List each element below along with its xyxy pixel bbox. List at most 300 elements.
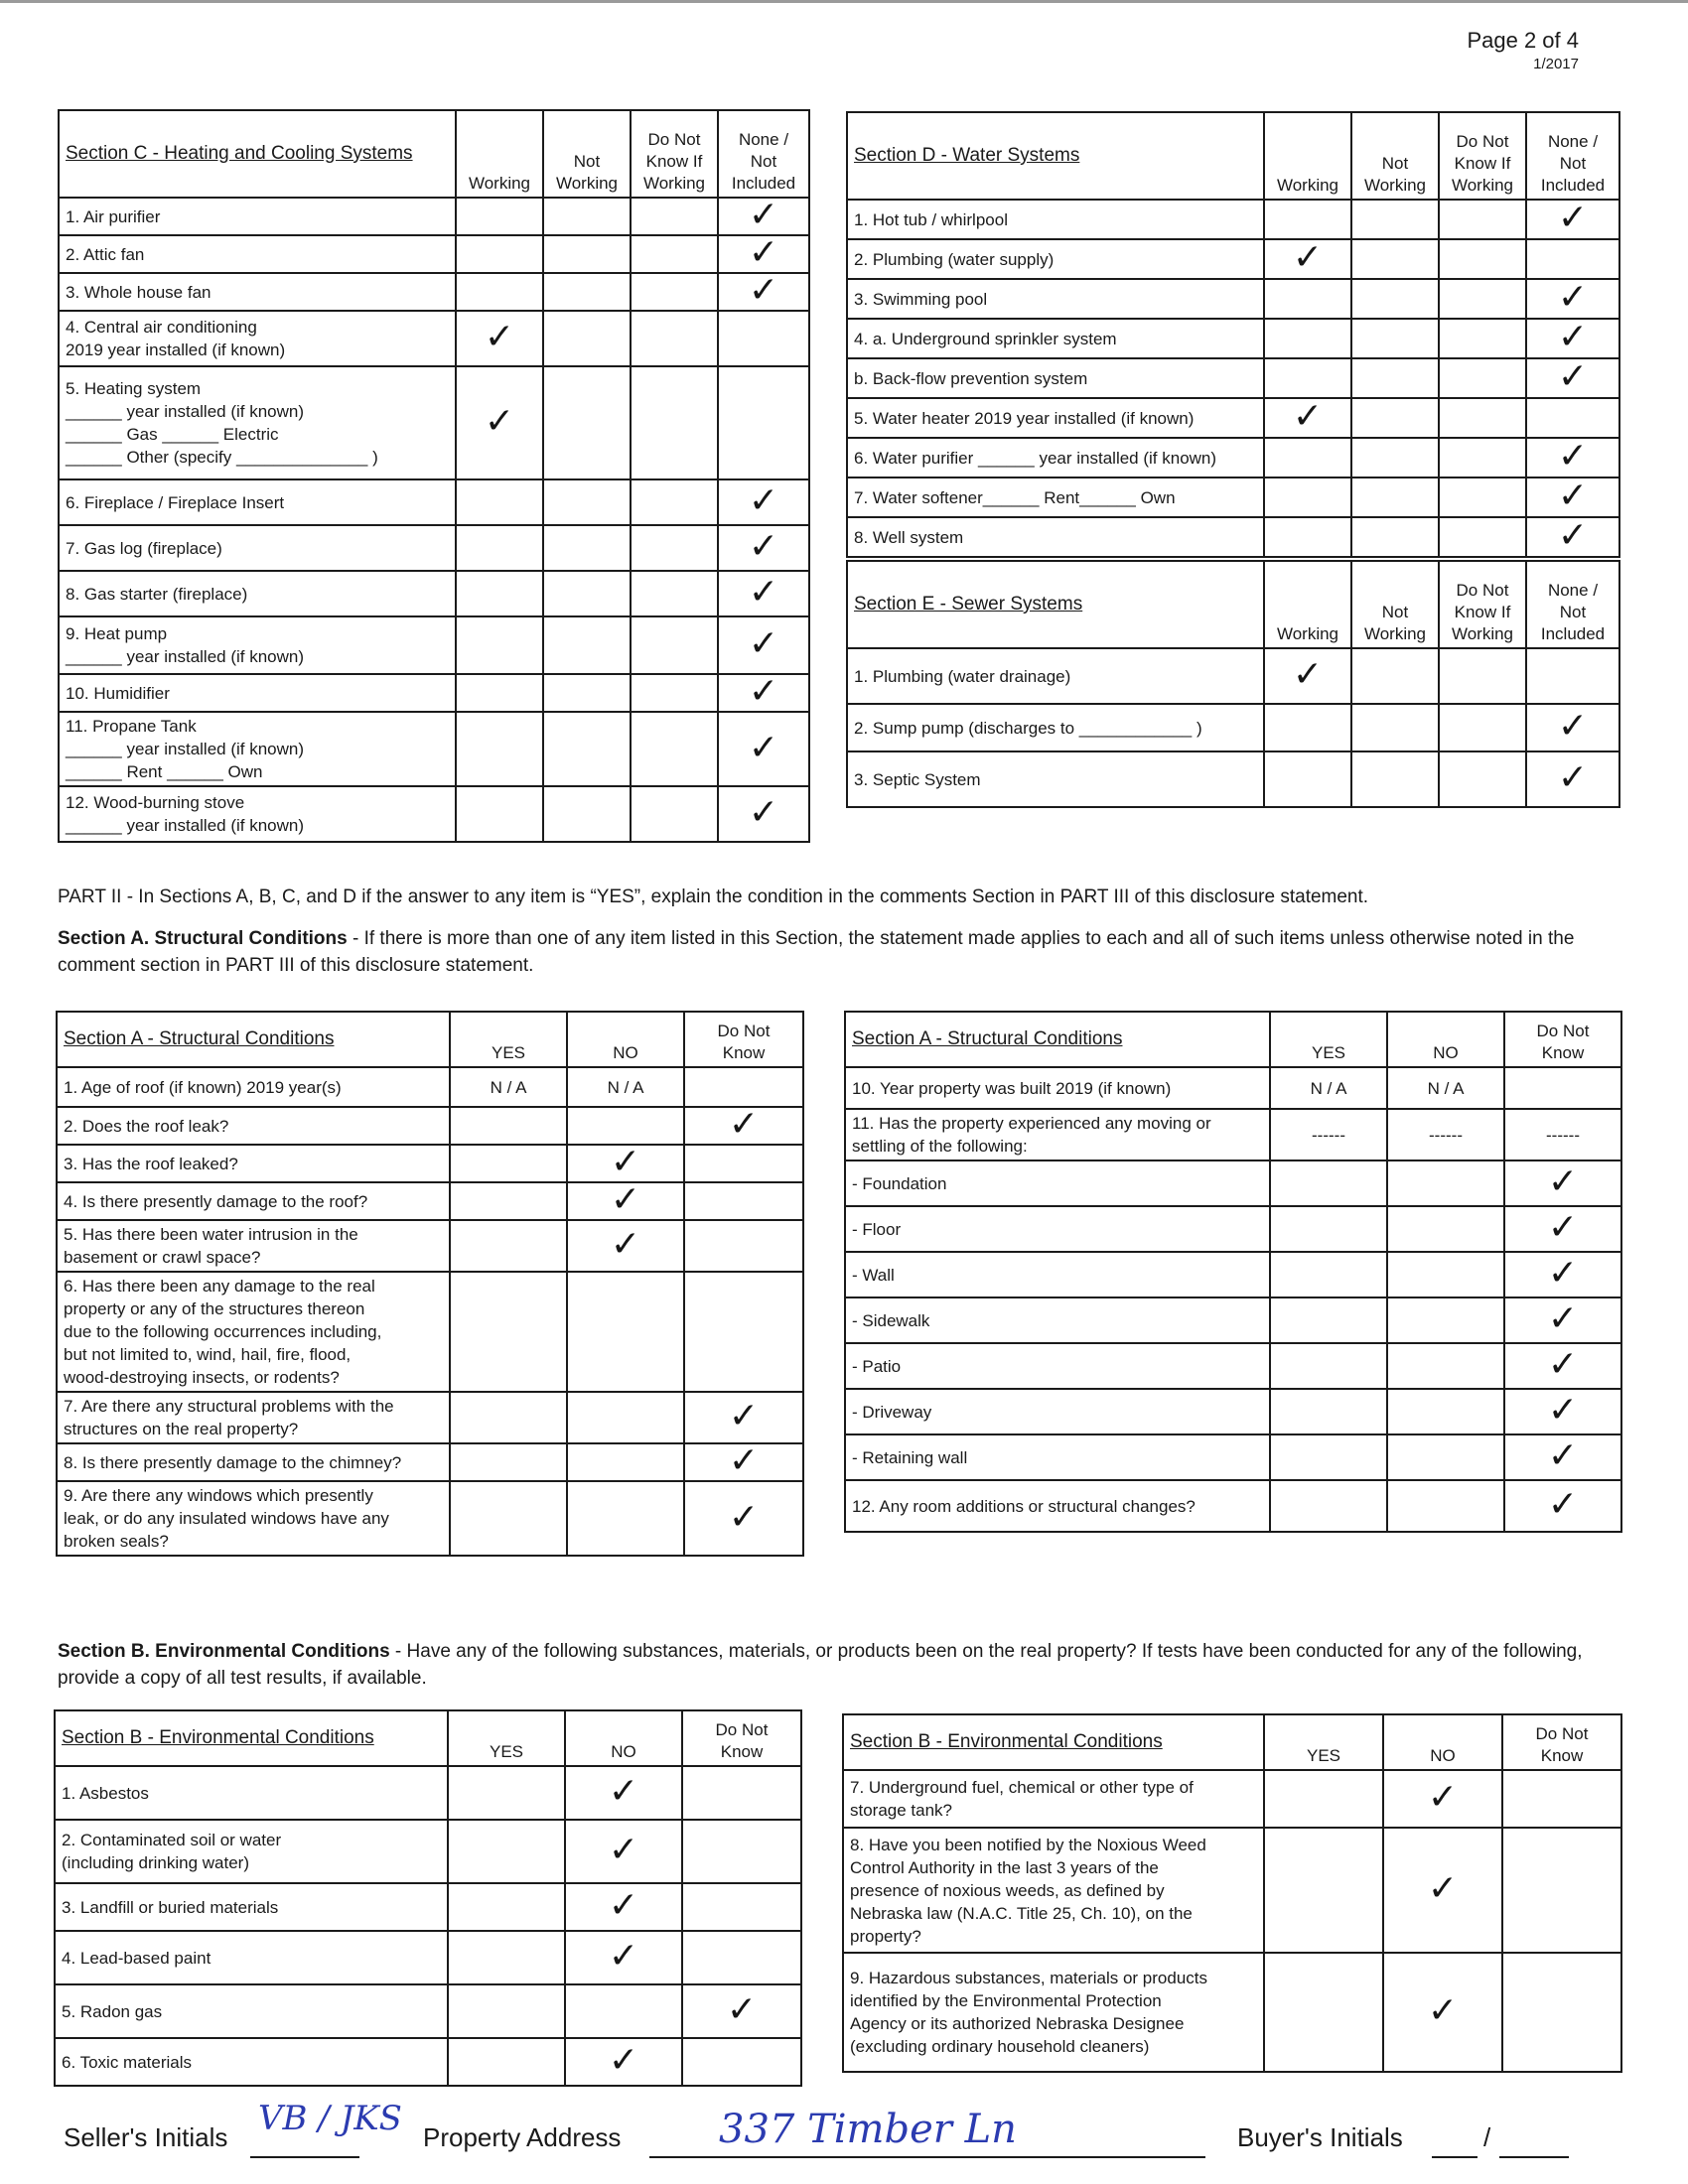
handwritten-checkmark: ✓ [1427, 1990, 1459, 2031]
answer-cell-none-not-included[interactable] [1526, 319, 1619, 358]
table-row [55, 1820, 801, 1883]
answer-cell-working[interactable] [456, 786, 543, 842]
answer-cell-yes[interactable] [1264, 1770, 1383, 1828]
answer-cell-not-working[interactable] [543, 198, 631, 235]
table-row [845, 1160, 1621, 1206]
answer-cell-no[interactable] [1383, 1770, 1502, 1828]
answer-cell-none-not-included[interactable] [1526, 478, 1619, 517]
answer-cell-yes[interactable] [1264, 1953, 1383, 2072]
answer-cell-do-not-know[interactable] [684, 1440, 803, 1481]
table-row [59, 366, 809, 479]
answer-cell-do-not-know-if-working[interactable] [631, 273, 718, 311]
table-row [847, 239, 1619, 279]
answer-cell-working[interactable] [1264, 751, 1351, 807]
answer-cell-do-not-know[interactable] [684, 1182, 803, 1220]
table-row [845, 1067, 1621, 1109]
property-address-line [649, 2156, 1205, 2158]
table-row [59, 674, 809, 712]
row-label: 12. Any room additions or structural changes? [845, 1480, 1270, 1532]
row-label: 11. Propane Tank ______ year installed (if known) ______ Rent ______ Own [59, 712, 456, 786]
answer-cell-do-not-know[interactable] [1502, 1770, 1621, 1828]
answer-cell-no[interactable] [1387, 1160, 1504, 1206]
column-header-working: Working [1264, 112, 1351, 200]
row-label: 8. Gas starter (fireplace) [59, 571, 456, 616]
answer-cell-do-not-know-if-working[interactable] [631, 311, 718, 366]
section-b-instructions [58, 1638, 1626, 1692]
answer-cell-do-not-know[interactable] [684, 1104, 803, 1145]
answer-cell-do-not-know-if-working[interactable] [631, 674, 718, 712]
answer-cell-yes[interactable] [450, 1067, 567, 1107]
column-header-do-not-know-if-working: Do Not Know If Working [1439, 112, 1526, 200]
table-row [847, 398, 1619, 438]
answer-cell-do-not-know[interactable] [682, 1820, 801, 1883]
answer-cell-not-working[interactable] [1351, 200, 1439, 239]
handwritten-checkmark: ✓ [1557, 277, 1589, 318]
scan-top-edge [0, 0, 1688, 3]
table-row [845, 1389, 1621, 1434]
handwritten-checkmark: ✓ [1292, 654, 1324, 695]
answer-cell-do-not-know-if-working[interactable] [1439, 648, 1526, 704]
answer-cell-working[interactable] [456, 571, 543, 616]
table-row [59, 525, 809, 571]
handwritten-checkmark: ✓ [1557, 706, 1589, 747]
table-row [845, 1343, 1621, 1389]
row-label: - Sidewalk [845, 1297, 1270, 1343]
table-row [847, 279, 1619, 319]
answer-cell-no[interactable] [565, 1984, 682, 2038]
answer-cell-yes[interactable] [1270, 1206, 1387, 1252]
answer-cell-yes[interactable] [450, 1220, 567, 1272]
answer-cell-working[interactable] [456, 198, 543, 235]
answer-cell-no[interactable] [1387, 1252, 1504, 1297]
answer-cell-no[interactable] [567, 1272, 684, 1392]
table-row [59, 571, 809, 616]
answer-cell-not-working[interactable] [543, 235, 631, 273]
answer-cell-yes[interactable] [450, 1182, 567, 1220]
answer-cell-no[interactable] [1387, 1109, 1504, 1160]
section-title-text: Section C - Heating and Cooling Systems [66, 143, 413, 164]
answer-cell-not-working[interactable] [543, 479, 631, 525]
answer-cell-do-not-know[interactable] [682, 1766, 801, 1820]
answer-cell-no[interactable] [565, 1931, 682, 1984]
answer-cell-do-not-know-if-working[interactable] [631, 525, 718, 571]
row-label: 5. Heating system ______ year installed (if known) ______ Gas ______ Electric ______ Other (specify ______________ ) [59, 366, 456, 479]
answer-cell-do-not-know-if-working[interactable] [631, 616, 718, 674]
header-row [847, 112, 1619, 200]
table-row [57, 1107, 803, 1145]
buyer-initials-line-2[interactable] [1499, 2156, 1569, 2158]
answer-cell-working[interactable] [456, 616, 543, 674]
answer-cell-do-not-know[interactable] [1504, 1109, 1621, 1160]
answer-cell-not-working[interactable] [543, 571, 631, 616]
row-label: 9. Are there any windows which presently leak, or do any insulated windows have any broken seals? [57, 1481, 450, 1556]
column-header-yes: YES [448, 1710, 565, 1766]
answer-cell-no[interactable] [567, 1179, 684, 1220]
row-label: - Foundation [845, 1160, 1270, 1206]
handwritten-checkmark: ✓ [1557, 757, 1589, 798]
answer-cell-do-not-know[interactable] [1504, 1067, 1621, 1109]
answer-cell-yes[interactable] [450, 1145, 567, 1182]
form-revision-date: 1/2017 [1533, 56, 1579, 72]
answer-cell-yes[interactable] [1270, 1480, 1387, 1532]
answer-cell-not-working[interactable] [543, 311, 631, 366]
row-label: 10. Year property was built 2019 (if known) [845, 1067, 1270, 1109]
answer-cell-no[interactable] [565, 1820, 682, 1883]
row-label: 12. Wood-burning stove ______ year installed (if known) [59, 786, 456, 842]
answer-cell-no[interactable] [567, 1220, 684, 1272]
answer-cell-working[interactable] [1264, 239, 1351, 279]
answer-cell-working[interactable] [456, 479, 543, 525]
handwritten-checkmark: ✓ [608, 1936, 639, 1977]
section-title-text: Section A - Structural Conditions [64, 1028, 335, 1049]
column-header-working: Working [1264, 561, 1351, 648]
handwritten-checkmark: ✓ [726, 1989, 758, 2030]
row-label: b. Back-flow prevention system [847, 358, 1264, 398]
section-title [845, 1012, 1270, 1067]
footer [64, 2099, 1642, 2160]
answer-cell-none-not-included[interactable] [718, 786, 809, 842]
answer-cell-working[interactable] [1264, 279, 1351, 319]
answer-cell-do-not-know-if-working[interactable] [1439, 279, 1526, 319]
answer-cell-yes[interactable] [1270, 1389, 1387, 1434]
answer-cell-yes[interactable] [1264, 1828, 1383, 1953]
row-label: 2. Does the roof leak? [57, 1107, 450, 1145]
answer-cell-not-working[interactable] [1351, 517, 1439, 557]
answer-cell-working[interactable] [1264, 438, 1351, 478]
answer-cell-no[interactable] [567, 1443, 684, 1481]
answer-cell-working[interactable] [456, 235, 543, 273]
handwritten-checkmark: ✓ [484, 401, 515, 442]
handwritten-checkmark: ✓ [1547, 1484, 1579, 1525]
answer-cell-no[interactable] [567, 1142, 684, 1182]
table-row [845, 1434, 1621, 1480]
row-label: 6. Toxic materials [55, 2038, 448, 2086]
answer-cell-yes[interactable] [448, 2038, 565, 2086]
answer-cell-yes[interactable] [448, 1883, 565, 1931]
row-label: 3. Whole house fan [59, 273, 456, 311]
buyer-initials-line-1[interactable] [1432, 2156, 1477, 2158]
answer-cell-yes[interactable] [1270, 1434, 1387, 1480]
answer-cell-yes[interactable] [450, 1107, 567, 1145]
answer-cell-do-not-know[interactable] [684, 1220, 803, 1272]
handwritten-checkmark: ✓ [1557, 476, 1589, 516]
row-label: 8. Is there presently damage to the chimney? [57, 1443, 450, 1481]
answer-cell-do-not-know-if-working[interactable] [1439, 398, 1526, 438]
table-row [845, 1252, 1621, 1297]
cell-value: ------ [1546, 1125, 1580, 1145]
answer-cell-working[interactable] [1264, 358, 1351, 398]
answer-cell-yes[interactable] [448, 1984, 565, 2038]
answer-cell-yes[interactable] [448, 1931, 565, 1984]
answer-cell-no[interactable] [1387, 1206, 1504, 1252]
answer-cell-no[interactable] [1383, 1828, 1502, 1953]
cell-value: ------ [1312, 1125, 1345, 1145]
answer-cell-do-not-know-if-working[interactable] [1439, 517, 1526, 557]
answer-cell-yes[interactable] [448, 1820, 565, 1883]
answer-cell-none-not-included[interactable] [1526, 648, 1619, 704]
answer-cell-none-not-included[interactable] [1526, 279, 1619, 319]
answer-cell-do-not-know[interactable] [682, 1984, 801, 2038]
row-label: 6. Water purifier ______ year installed (if known) [847, 438, 1264, 478]
answer-cell-none-not-included[interactable] [718, 571, 809, 616]
row-label: 1. Asbestos [55, 1766, 448, 1820]
section-title-text: Section A - Structural Conditions [852, 1028, 1123, 1049]
answer-cell-do-not-know-if-working[interactable] [1439, 200, 1526, 239]
handwritten-checkmark: ✓ [1557, 317, 1589, 357]
section-a-heading: Section A. Structural Conditions [58, 928, 348, 949]
answer-cell-none-not-included[interactable] [718, 311, 809, 366]
answer-cell-yes[interactable] [450, 1481, 567, 1556]
answer-cell-none-not-included[interactable] [718, 525, 809, 571]
answer-cell-yes[interactable] [448, 1766, 565, 1820]
answer-cell-do-not-know-if-working[interactable] [631, 786, 718, 842]
column-header-no: NO [565, 1710, 682, 1766]
answer-cell-none-not-included[interactable] [1526, 438, 1619, 478]
answer-cell-working[interactable] [1264, 704, 1351, 751]
page-number: Page 2 of 4 [1467, 28, 1579, 53]
answer-cell-no[interactable] [1387, 1389, 1504, 1434]
answer-cell-do-not-know[interactable] [684, 1067, 803, 1107]
column-header-yes: YES [450, 1012, 567, 1067]
answer-cell-none-not-included[interactable] [1526, 239, 1619, 279]
answer-cell-do-not-know-if-working[interactable] [631, 712, 718, 786]
answer-cell-do-not-know-if-working[interactable] [1439, 751, 1526, 807]
answer-cell-working[interactable] [1264, 478, 1351, 517]
handwritten-checkmark: ✓ [748, 727, 779, 768]
row-label: - Wall [845, 1252, 1270, 1297]
answer-cell-working[interactable] [456, 273, 543, 311]
table-row [847, 438, 1619, 478]
answer-cell-do-not-know[interactable] [1504, 1160, 1621, 1206]
answer-cell-not-working[interactable] [1351, 648, 1439, 704]
answer-cell-yes[interactable] [1270, 1297, 1387, 1343]
answer-cell-do-not-know-if-working[interactable] [631, 235, 718, 273]
answer-cell-none-not-included[interactable] [718, 195, 809, 235]
section-title [57, 1012, 450, 1067]
row-label: 7. Gas log (fireplace) [59, 525, 456, 571]
answer-cell-do-not-know-if-working[interactable] [1439, 239, 1526, 279]
table-row [847, 517, 1619, 557]
answer-cell-not-working[interactable] [543, 712, 631, 786]
answer-cell-none-not-included[interactable] [1526, 751, 1619, 807]
answer-cell-not-working[interactable] [543, 674, 631, 712]
property-address-value[interactable]: 337 Timber Ln [719, 2107, 1017, 2152]
answer-cell-working[interactable] [456, 674, 543, 712]
answer-cell-do-not-know-if-working[interactable] [1439, 704, 1526, 751]
answer-cell-not-working[interactable] [1351, 438, 1439, 478]
handwritten-checkmark: ✓ [748, 572, 779, 613]
answer-cell-do-not-know-if-working[interactable] [631, 198, 718, 235]
table-row [55, 1984, 801, 2038]
answer-cell-yes[interactable] [450, 1272, 567, 1392]
section-a-right-table [844, 1011, 1622, 1533]
handwritten-checkmark: ✓ [608, 1830, 639, 1870]
handwritten-checkmark: ✓ [748, 232, 779, 273]
answer-cell-do-not-know[interactable] [1504, 1434, 1621, 1480]
handwritten-checkmark: ✓ [728, 1440, 760, 1481]
answer-cell-no[interactable] [565, 1766, 682, 1820]
answer-cell-do-not-know[interactable] [1504, 1343, 1621, 1389]
column-header-not-working: Not Working [1351, 112, 1439, 200]
answer-cell-do-not-know-if-working[interactable] [1439, 478, 1526, 517]
row-label: 2. Sump pump (discharges to ____________ ) [847, 704, 1264, 751]
column-header-no: NO [567, 1012, 684, 1067]
row-label: 10. Humidifier [59, 674, 456, 712]
answer-cell-none-not-included[interactable] [1526, 704, 1619, 751]
row-label: 1. Hot tub / whirlpool [847, 200, 1264, 239]
answer-cell-no[interactable] [1387, 1297, 1504, 1343]
answer-cell-do-not-know-if-working[interactable] [631, 479, 718, 525]
handwritten-checkmark: ✓ [1557, 436, 1589, 477]
table-row [847, 478, 1619, 517]
answer-cell-not-working[interactable] [543, 366, 631, 479]
section-title-text: Section D - Water Systems [854, 145, 1080, 166]
answer-cell-do-not-know-if-working[interactable] [631, 366, 718, 479]
answer-cell-not-working[interactable] [1351, 704, 1439, 751]
answer-cell-working[interactable] [1264, 319, 1351, 358]
answer-cell-no[interactable] [565, 1883, 682, 1931]
answer-cell-none-not-included[interactable] [1526, 517, 1619, 557]
answer-cell-do-not-know[interactable] [684, 1145, 803, 1182]
answer-cell-do-not-know-if-working[interactable] [1439, 319, 1526, 358]
cell-value: ------ [1429, 1125, 1463, 1145]
answer-cell-none-not-included[interactable] [718, 712, 809, 786]
answer-cell-working[interactable] [1264, 648, 1351, 704]
answer-cell-none-not-included[interactable] [718, 479, 809, 525]
answer-cell-do-not-know[interactable] [682, 1931, 801, 1984]
table-row [57, 1145, 803, 1182]
answer-cell-not-working[interactable] [543, 786, 631, 842]
answer-cell-do-not-know[interactable] [684, 1392, 803, 1443]
answer-cell-no[interactable] [1387, 1067, 1504, 1109]
answer-cell-yes[interactable] [1270, 1067, 1387, 1109]
answer-cell-not-working[interactable] [1351, 751, 1439, 807]
answer-cell-do-not-know[interactable] [1504, 1389, 1621, 1434]
answer-cell-yes[interactable] [450, 1443, 567, 1481]
answer-cell-working[interactable] [1264, 398, 1351, 438]
row-label: 11. Has the property experienced any moving or settling of the following: [845, 1109, 1270, 1160]
answer-cell-none-not-included[interactable] [718, 232, 809, 273]
answer-cell-not-working[interactable] [1351, 279, 1439, 319]
answer-cell-do-not-know[interactable] [1504, 1252, 1621, 1297]
answer-cell-no[interactable] [567, 1067, 684, 1107]
handwritten-checkmark: ✓ [1547, 1253, 1579, 1294]
table-row [59, 311, 809, 366]
answer-cell-yes[interactable] [1270, 1160, 1387, 1206]
buyer-initials-label: Buyer's Initials [1237, 2122, 1403, 2152]
section-title-text: Section B - Environmental Conditions [850, 1731, 1163, 1752]
answer-cell-working[interactable] [1264, 517, 1351, 557]
row-label: 4. a. Underground sprinkler system [847, 319, 1264, 358]
answer-cell-do-not-know[interactable] [1502, 1953, 1621, 2072]
answer-cell-do-not-know[interactable] [684, 1272, 803, 1392]
answer-cell-not-working[interactable] [1351, 398, 1439, 438]
column-header-no: NO [1383, 1714, 1502, 1770]
answer-cell-not-working[interactable] [1351, 319, 1439, 358]
answer-cell-not-working[interactable] [1351, 239, 1439, 279]
row-label: 5. Water heater 2019 year installed (if known) [847, 398, 1264, 438]
table-row [59, 712, 809, 786]
answer-cell-yes[interactable] [1270, 1252, 1387, 1297]
answer-cell-do-not-know[interactable] [1504, 1297, 1621, 1343]
handwritten-checkmark: ✓ [1547, 1298, 1579, 1339]
seller-initials-signature[interactable]: VB / JKS [258, 2099, 402, 2138]
answer-cell-none-not-included[interactable] [1526, 358, 1619, 398]
row-label: 6. Has there been any damage to the real property or any of the structures thereon due to the following occurrences including, but not limited to, wind, hail, fire, flood, wood-destroying insects, or rodents? [57, 1272, 450, 1392]
table-row [843, 1770, 1621, 1828]
table-row [845, 1297, 1621, 1343]
answer-cell-do-not-know[interactable] [1504, 1206, 1621, 1252]
answer-cell-none-not-included[interactable] [1526, 200, 1619, 239]
answer-cell-not-working[interactable] [543, 273, 631, 311]
answer-cell-do-not-know[interactable] [1502, 1828, 1621, 1953]
answer-cell-do-not-know-if-working[interactable] [631, 571, 718, 616]
answer-cell-no[interactable] [1387, 1343, 1504, 1389]
answer-cell-not-working[interactable] [543, 616, 631, 674]
handwritten-checkmark: ✓ [748, 792, 779, 833]
answer-cell-working[interactable] [456, 311, 543, 366]
table-row [59, 273, 809, 311]
answer-cell-no[interactable] [1387, 1434, 1504, 1480]
answer-cell-no[interactable] [567, 1107, 684, 1145]
answer-cell-working[interactable] [456, 525, 543, 571]
answer-cell-yes[interactable] [1270, 1343, 1387, 1389]
answer-cell-yes[interactable] [450, 1392, 567, 1443]
answer-cell-do-not-know-if-working[interactable] [1439, 358, 1526, 398]
section-d-table [846, 111, 1620, 558]
section-b-heading: Section B. Environmental Conditions [58, 1641, 390, 1662]
answer-cell-none-not-included[interactable] [718, 671, 809, 712]
table-row [845, 1109, 1621, 1160]
answer-cell-none-not-included[interactable] [718, 366, 809, 479]
answer-cell-do-not-know-if-working[interactable] [1439, 438, 1526, 478]
answer-cell-not-working[interactable] [1351, 358, 1439, 398]
handwritten-checkmark: ✓ [728, 1496, 760, 1538]
answer-cell-not-working[interactable] [543, 525, 631, 571]
answer-cell-working[interactable] [1264, 200, 1351, 239]
table-row [55, 1883, 801, 1931]
section-b-right-table [842, 1713, 1622, 2073]
answer-cell-no[interactable] [567, 1481, 684, 1556]
answer-cell-do-not-know[interactable] [684, 1481, 803, 1556]
handwritten-checkmark: ✓ [610, 1179, 641, 1220]
answer-cell-yes[interactable] [1270, 1109, 1387, 1160]
row-label: 8. Well system [847, 517, 1264, 557]
row-label: 1. Plumbing (water drainage) [847, 648, 1264, 704]
answer-cell-do-not-know[interactable] [682, 2038, 801, 2086]
handwritten-checkmark: ✓ [1292, 396, 1324, 437]
row-label: - Floor [845, 1206, 1270, 1252]
seller-initials-line [250, 2156, 359, 2158]
answer-cell-do-not-know[interactable] [1504, 1480, 1621, 1532]
row-label: 2. Attic fan [59, 235, 456, 273]
answer-cell-working[interactable] [456, 366, 543, 479]
answer-cell-no[interactable] [567, 1392, 684, 1443]
table-row [847, 200, 1619, 239]
section-title-text: Section E - Sewer Systems [854, 594, 1083, 614]
answer-cell-no[interactable] [1387, 1480, 1504, 1532]
handwritten-checkmark: ✓ [1557, 356, 1589, 397]
answer-cell-none-not-included[interactable] [718, 616, 809, 674]
answer-cell-none-not-included[interactable] [718, 270, 809, 311]
answer-cell-none-not-included[interactable] [1526, 398, 1619, 438]
answer-cell-do-not-know[interactable] [682, 1883, 801, 1931]
table-row [57, 1067, 803, 1107]
answer-cell-not-working[interactable] [1351, 478, 1439, 517]
answer-cell-no[interactable] [565, 2038, 682, 2086]
answer-cell-no[interactable] [1383, 1953, 1502, 2072]
answer-cell-working[interactable] [456, 712, 543, 786]
